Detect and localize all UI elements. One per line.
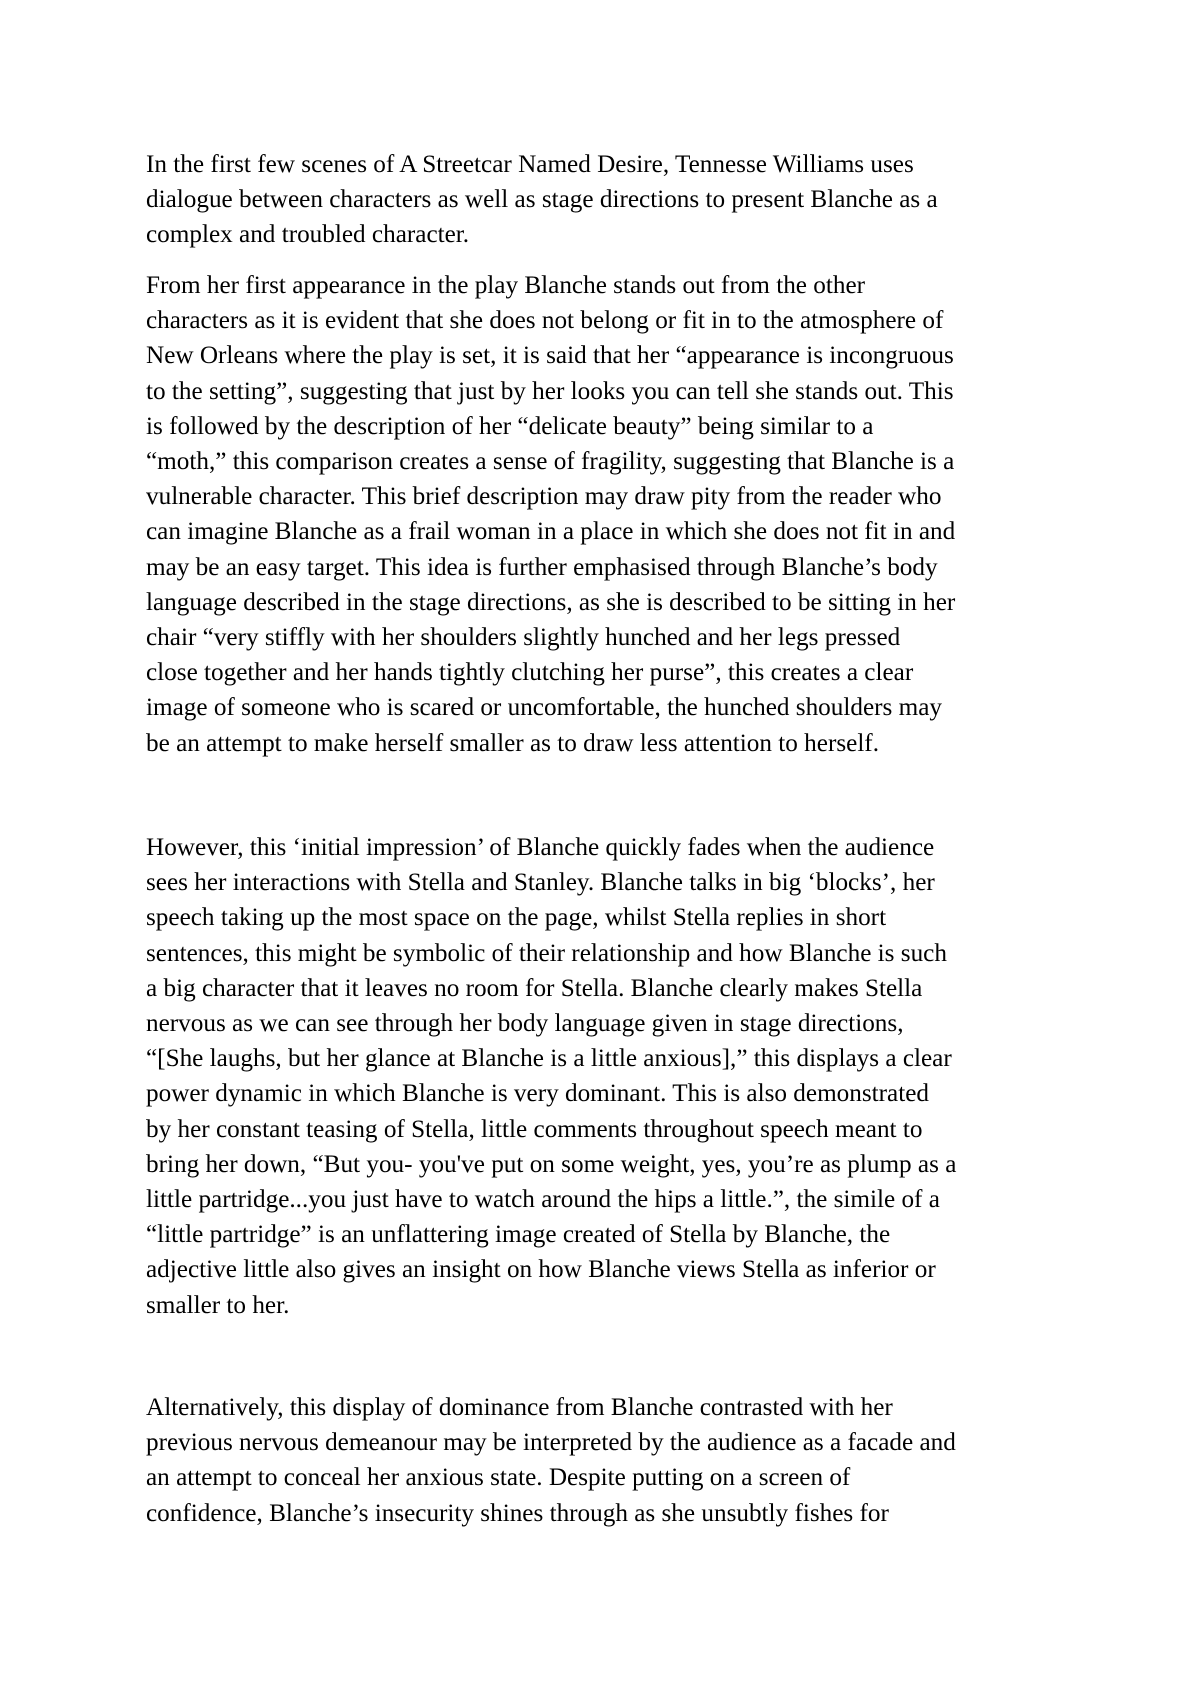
text-line: In the first few scenes of A Streetcar Named Desire, Tennesse Williams uses [146,151,914,178]
paragraph-2 [146,268,1066,761]
text-line: complex and troubled character. [146,221,470,249]
paragraph-1 [146,147,1066,253]
text-line: little partridge...you just have to watch around the hips a little.”, the simile of a [146,1186,940,1214]
text-line: smaller to her. [146,1291,290,1319]
text-line: can imagine Blanche as a frail woman in a place in which she does not fit in and [146,518,956,546]
text-line: dialogue between characters as well as stage directions to present Blanche as a [146,186,938,214]
text-line: an attempt to conceal her anxious state. Despite putting on a screen of [146,1464,851,1492]
text-line: close together and her hands tightly clutching her purse”, this creates a clear [146,659,914,687]
text-line: be an attempt to make herself smaller as to draw less attention to herself. [146,729,879,757]
text-line: language described in the stage directions, as she is described to be sitting in her [146,588,956,616]
text-line: speech taking up the most space on the page, whilst Stella replies in short [146,904,887,932]
text-line: image of someone who is scared or uncomfortable, the hunched shoulders may [146,694,942,722]
text-line: “[She laughs, but her glance at Blanche is a little anxious],” this displays a clear [146,1045,952,1073]
text-line: to the setting”, suggesting that just by her looks you can tell she stands out. This [146,377,954,405]
text-line: may be an easy target. This idea is further emphasised through Blanche’s body [146,553,938,581]
text-line: However, this ‘initial impression’ of Blanche quickly fades when the audience [146,834,935,861]
text-line: previous nervous demeanour may be interpreted by the audience as a facade and [146,1429,956,1457]
text-line: power dynamic in which Blanche is very dominant. This is also demonstrated [146,1080,929,1108]
text-line: bring her down, “But you- you've put on some weight, yes, you’re as plump as a [146,1150,957,1178]
text-line: confidence, Blanche’s insecurity shines through as she unsubtly fishes for [146,1499,889,1527]
text-line: Alternatively, this display of dominance from Blanche contrasted with her [146,1394,893,1421]
text-line: adjective little also gives an insight on how Blanche views Stella as inferior or [146,1256,936,1284]
text-line: From her first appearance in the play Blanche stands out from the other [146,272,866,299]
text-line: vulnerable character. This brief description may draw pity from the reader who [146,483,942,511]
text-line: sees her interactions with Stella and Stanley. Blanche talks in big ‘blocks’, her [146,869,935,897]
text-line: “moth,” this comparison creates a sense of fragility, suggesting that Blanche is a [146,448,955,476]
paragraph-4 [146,1390,1066,1531]
text-line: New Orleans where the play is set, it is said that her “appearance is incongruous [146,342,954,370]
text-line: a big character that it leaves no room for Stella. Blanche clearly makes Stella [146,974,923,1002]
text-line: by her constant teasing of Stella, little comments throughout speech meant to [146,1115,923,1143]
text-line: “little partridge” is an unflattering image created of Stella by Blanche, the [146,1221,891,1249]
text-line: characters as it is evident that she does not belong or fit in to the atmosphere of [146,307,944,335]
text-line: is followed by the description of her “delicate beauty” being similar to a [146,412,874,440]
text-line: nervous as we can see through her body language given in stage directions, [146,1010,904,1038]
text-line: sentences, this might be symbolic of their relationship and how Blanche is such [146,939,947,967]
paragraph-3 [146,830,1066,1323]
text-line: chair “very stiffly with her shoulders slightly hunched and her legs pressed [146,624,901,652]
